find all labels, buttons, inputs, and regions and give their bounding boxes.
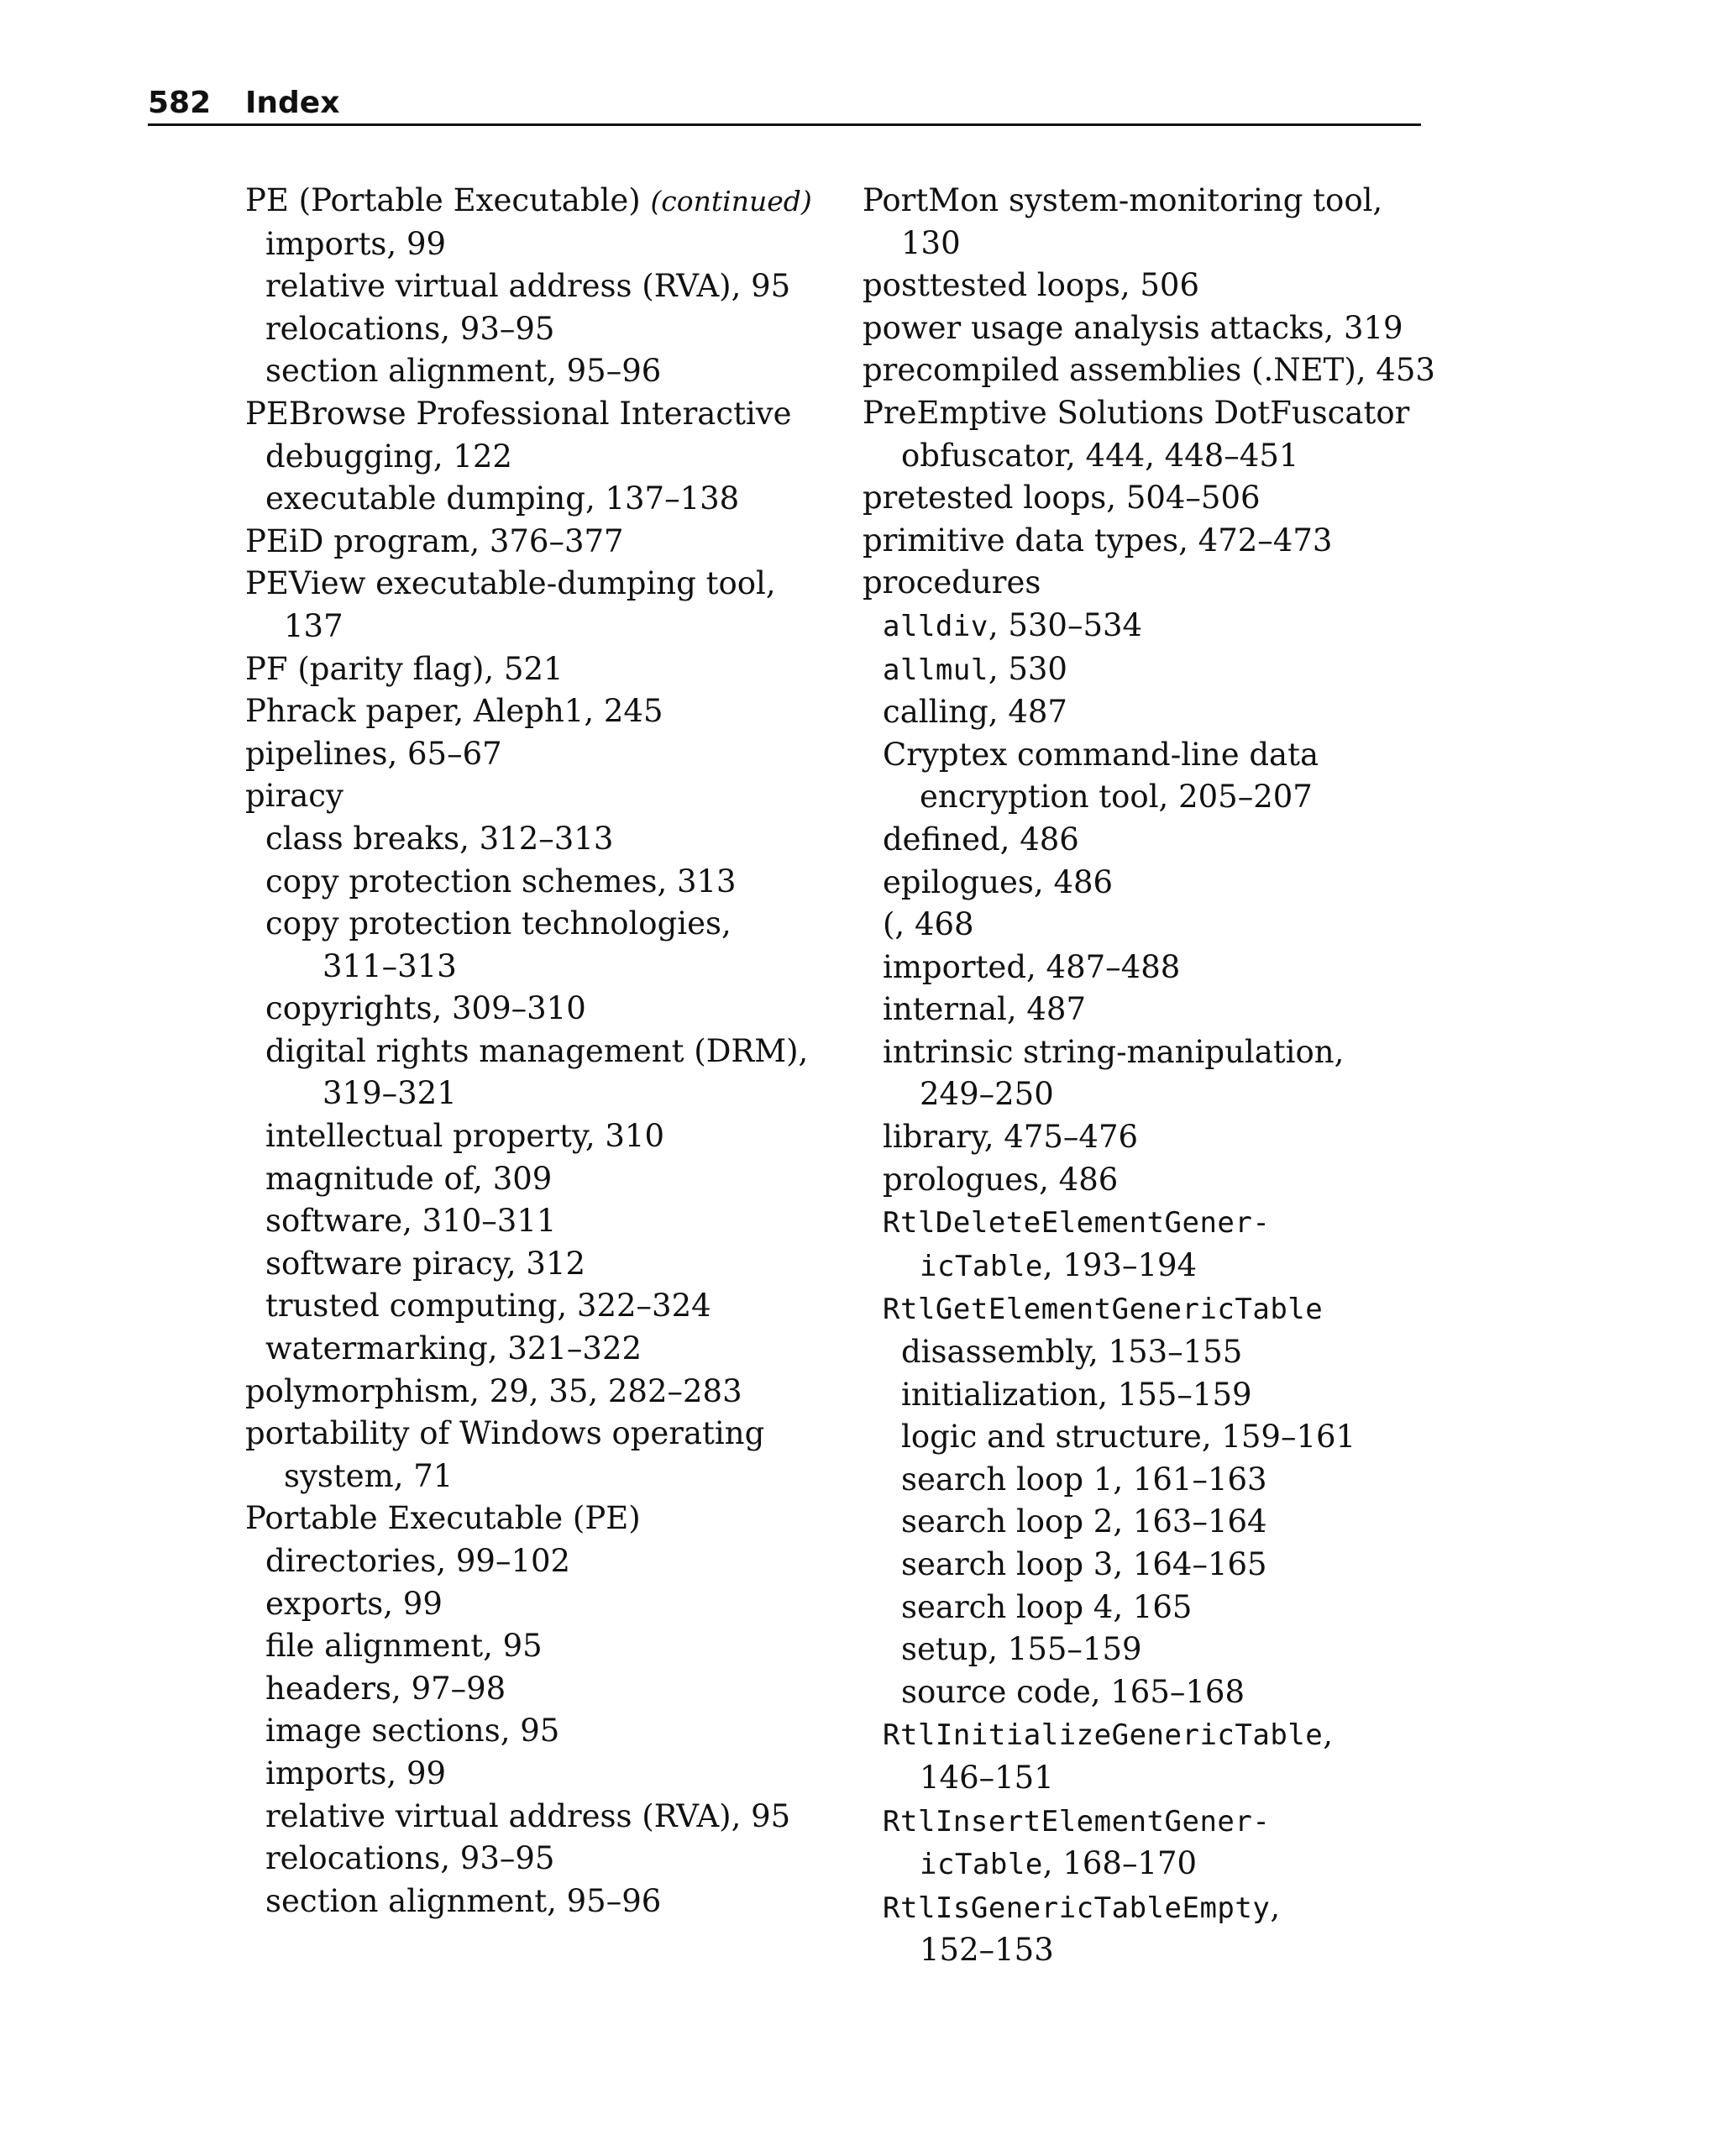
index-subentry: trusted computing, 322–324 — [265, 1288, 711, 1325]
index-subentry — [863, 1800, 1467, 1844]
index-entry: PortMon system-monitoring tool, — [863, 182, 1383, 218]
code-term: RtlInsertElementGener- — [883, 1804, 1271, 1839]
index-subentry: imported, 487–488 — [883, 948, 1181, 985]
header-rule — [148, 123, 1421, 126]
index-entry-continuation: 130 — [901, 224, 961, 261]
code-term: RtlInitializeGenericTable — [883, 1718, 1324, 1753]
index-subentry: copyrights, 309–310 — [265, 990, 586, 1027]
index-subentry-continuation: 311–313 — [322, 947, 457, 984]
index-entry: posttested loops, 506 — [863, 267, 1199, 304]
index-subentry: intrinsic string-manipulation, — [883, 1033, 1345, 1070]
index-entry: PreEmptive Solutions DotFuscator — [863, 394, 1410, 431]
index-subentry-continuation: 319–321 — [322, 1075, 457, 1112]
code-term: icTable — [920, 1249, 1043, 1283]
index-subentry: file alignment, 95 — [265, 1628, 543, 1665]
index-subentry-continuation: 249–250 — [920, 1076, 1054, 1113]
index-subentry: executable dumping, 137–138 — [265, 480, 740, 517]
index-subentry: library, 475–476 — [883, 1119, 1139, 1156]
index-entry: Phrack paper, Aleph1, 245 — [245, 693, 663, 730]
index-subentry: copy protection schemes, 313 — [265, 863, 737, 900]
index-subsubentry: search loop 4, 165 — [901, 1588, 1193, 1625]
index-subentry: relocations, 93–95 — [265, 1840, 555, 1877]
index-entry: piracy — [245, 778, 343, 815]
index-subentry: defined, 486 — [883, 821, 1079, 858]
code-term: RtlIsGenericTableEmpty — [883, 1891, 1271, 1925]
index-subentry: section alignment, 95–96 — [265, 1882, 662, 1919]
index-entry: procedures — [863, 564, 1041, 601]
code-term: allmul — [883, 653, 988, 687]
index-entry: PE (Portable Executable) (continued) — [245, 182, 812, 218]
code-term: icTable — [920, 1848, 1043, 1882]
index-subentry: internal, 487 — [883, 991, 1086, 1028]
index-subsubentry: initialization, 155–159 — [901, 1376, 1252, 1413]
index-entry-continuation: 137 — [284, 607, 343, 644]
code-term: alldiv — [883, 609, 988, 643]
page-header — [148, 82, 1421, 126]
index-entry: PEView executable-dumping tool, — [245, 565, 776, 602]
index-subsubentry: search loop 3, 164–165 — [901, 1546, 1267, 1582]
index-subentry: prologues, 486 — [883, 1161, 1119, 1198]
index-entry: PEiD program, 376–377 — [245, 522, 624, 559]
index-subentry: relocations, 93–95 — [265, 310, 555, 347]
index-subentry: copy protection technologies, — [265, 905, 732, 942]
index-subentry: imports, 99 — [265, 1755, 447, 1791]
index-subentry: calling, 487 — [883, 694, 1067, 731]
index-subsubentry: source code, 165–168 — [901, 1673, 1245, 1710]
index-entry: precompiled assemblies (.NET), 453 — [863, 352, 1435, 389]
index-entry: power usage analysis attacks, 319 — [863, 309, 1403, 346]
index-subentry: allmul, 530 — [883, 650, 1067, 687]
index-subentry: (, 468 — [883, 906, 974, 943]
index-subentry: debugging, 122 — [265, 438, 512, 475]
index-subsubentry: logic and structure, 159–161 — [901, 1419, 1356, 1456]
index-entry: pipelines, 65–67 — [245, 735, 502, 772]
index-subentry: epilogues, 486 — [883, 863, 1114, 900]
index-subsubentry: disassembly, 153–155 — [901, 1334, 1243, 1371]
index-entry: pretested loops, 504–506 — [863, 480, 1261, 517]
index-subentry: exports, 99 — [265, 1585, 443, 1622]
index-subentry — [863, 1288, 1467, 1331]
index-subentry-continuation: icTable, 193–194 — [920, 1246, 1198, 1283]
index-subentry: digital rights management (DRM), — [265, 1032, 809, 1069]
index-subentry: magnitude of, 309 — [265, 1160, 553, 1197]
index-subentry: image sections, 95 — [265, 1713, 560, 1749]
index-subentry: relative virtual address (RVA), 95 — [265, 268, 791, 305]
index-subentry: intellectual property, 310 — [265, 1118, 664, 1155]
code-term: RtlDeleteElementGener- — [883, 1206, 1271, 1241]
index-subentry: software, 310–311 — [265, 1203, 557, 1240]
index-subentry: alldiv, 530–534 — [883, 606, 1143, 643]
index-subentry: relative virtual address (RVA), 95 — [265, 1797, 791, 1834]
index-subentry — [863, 1201, 1467, 1245]
index-entry: PF (parity flag), 521 — [245, 650, 564, 687]
index-subentry: section alignment, 95–96 — [265, 353, 662, 390]
index-entry: PEBrowse Professional Interactive — [245, 395, 792, 432]
index-entry: primitive data types, 472–473 — [863, 522, 1333, 559]
page-number: 582 — [148, 86, 212, 120]
index-subsubentry: search loop 2, 163–164 — [901, 1503, 1267, 1540]
index-subentry-continuation: encryption tool, 205–207 — [920, 779, 1313, 816]
index-subentry: imports, 99 — [265, 225, 447, 262]
index-subentry: RtlIsGenericTableEmpty, — [883, 1888, 1281, 1925]
index-column-left — [245, 180, 850, 1923]
index-subentry: software piracy, 312 — [265, 1245, 586, 1282]
code-term: RtlGetElementGenericTable — [883, 1293, 1324, 1327]
index-subentry-continuation: icTable, 168–170 — [920, 1845, 1198, 1882]
index-subsubentry: setup, 155–159 — [901, 1631, 1142, 1668]
index-entry: Portable Executable (PE) — [245, 1500, 641, 1537]
index-subentry: headers, 97–98 — [265, 1670, 506, 1707]
index-column-right — [863, 180, 1467, 1972]
index-subentry: directories, 99–102 — [265, 1543, 571, 1579]
index-entry-continuation: obfuscator, 444, 448–451 — [901, 437, 1299, 474]
index-entry: portability of Windows operating — [245, 1415, 765, 1452]
index-subsubentry: search loop 1, 161–163 — [901, 1461, 1267, 1498]
page-title: Index — [245, 86, 340, 120]
index-entry-continuation: system, 71 — [284, 1457, 454, 1494]
index-subentry: RtlInitializeGenericTable, — [883, 1716, 1334, 1753]
index-subentry-continuation: 146–151 — [920, 1759, 1054, 1796]
index-subentry: Cryptex command-line data — [883, 736, 1319, 773]
index-subentry: class breaks, 312–313 — [265, 820, 614, 857]
index-subentry-continuation: 152–153 — [920, 1932, 1054, 1969]
index-subentry: watermarking, 321–322 — [265, 1330, 642, 1367]
continued-note: (continued) — [650, 185, 812, 218]
index-entry: polymorphism, 29, 35, 282–283 — [245, 1372, 742, 1409]
